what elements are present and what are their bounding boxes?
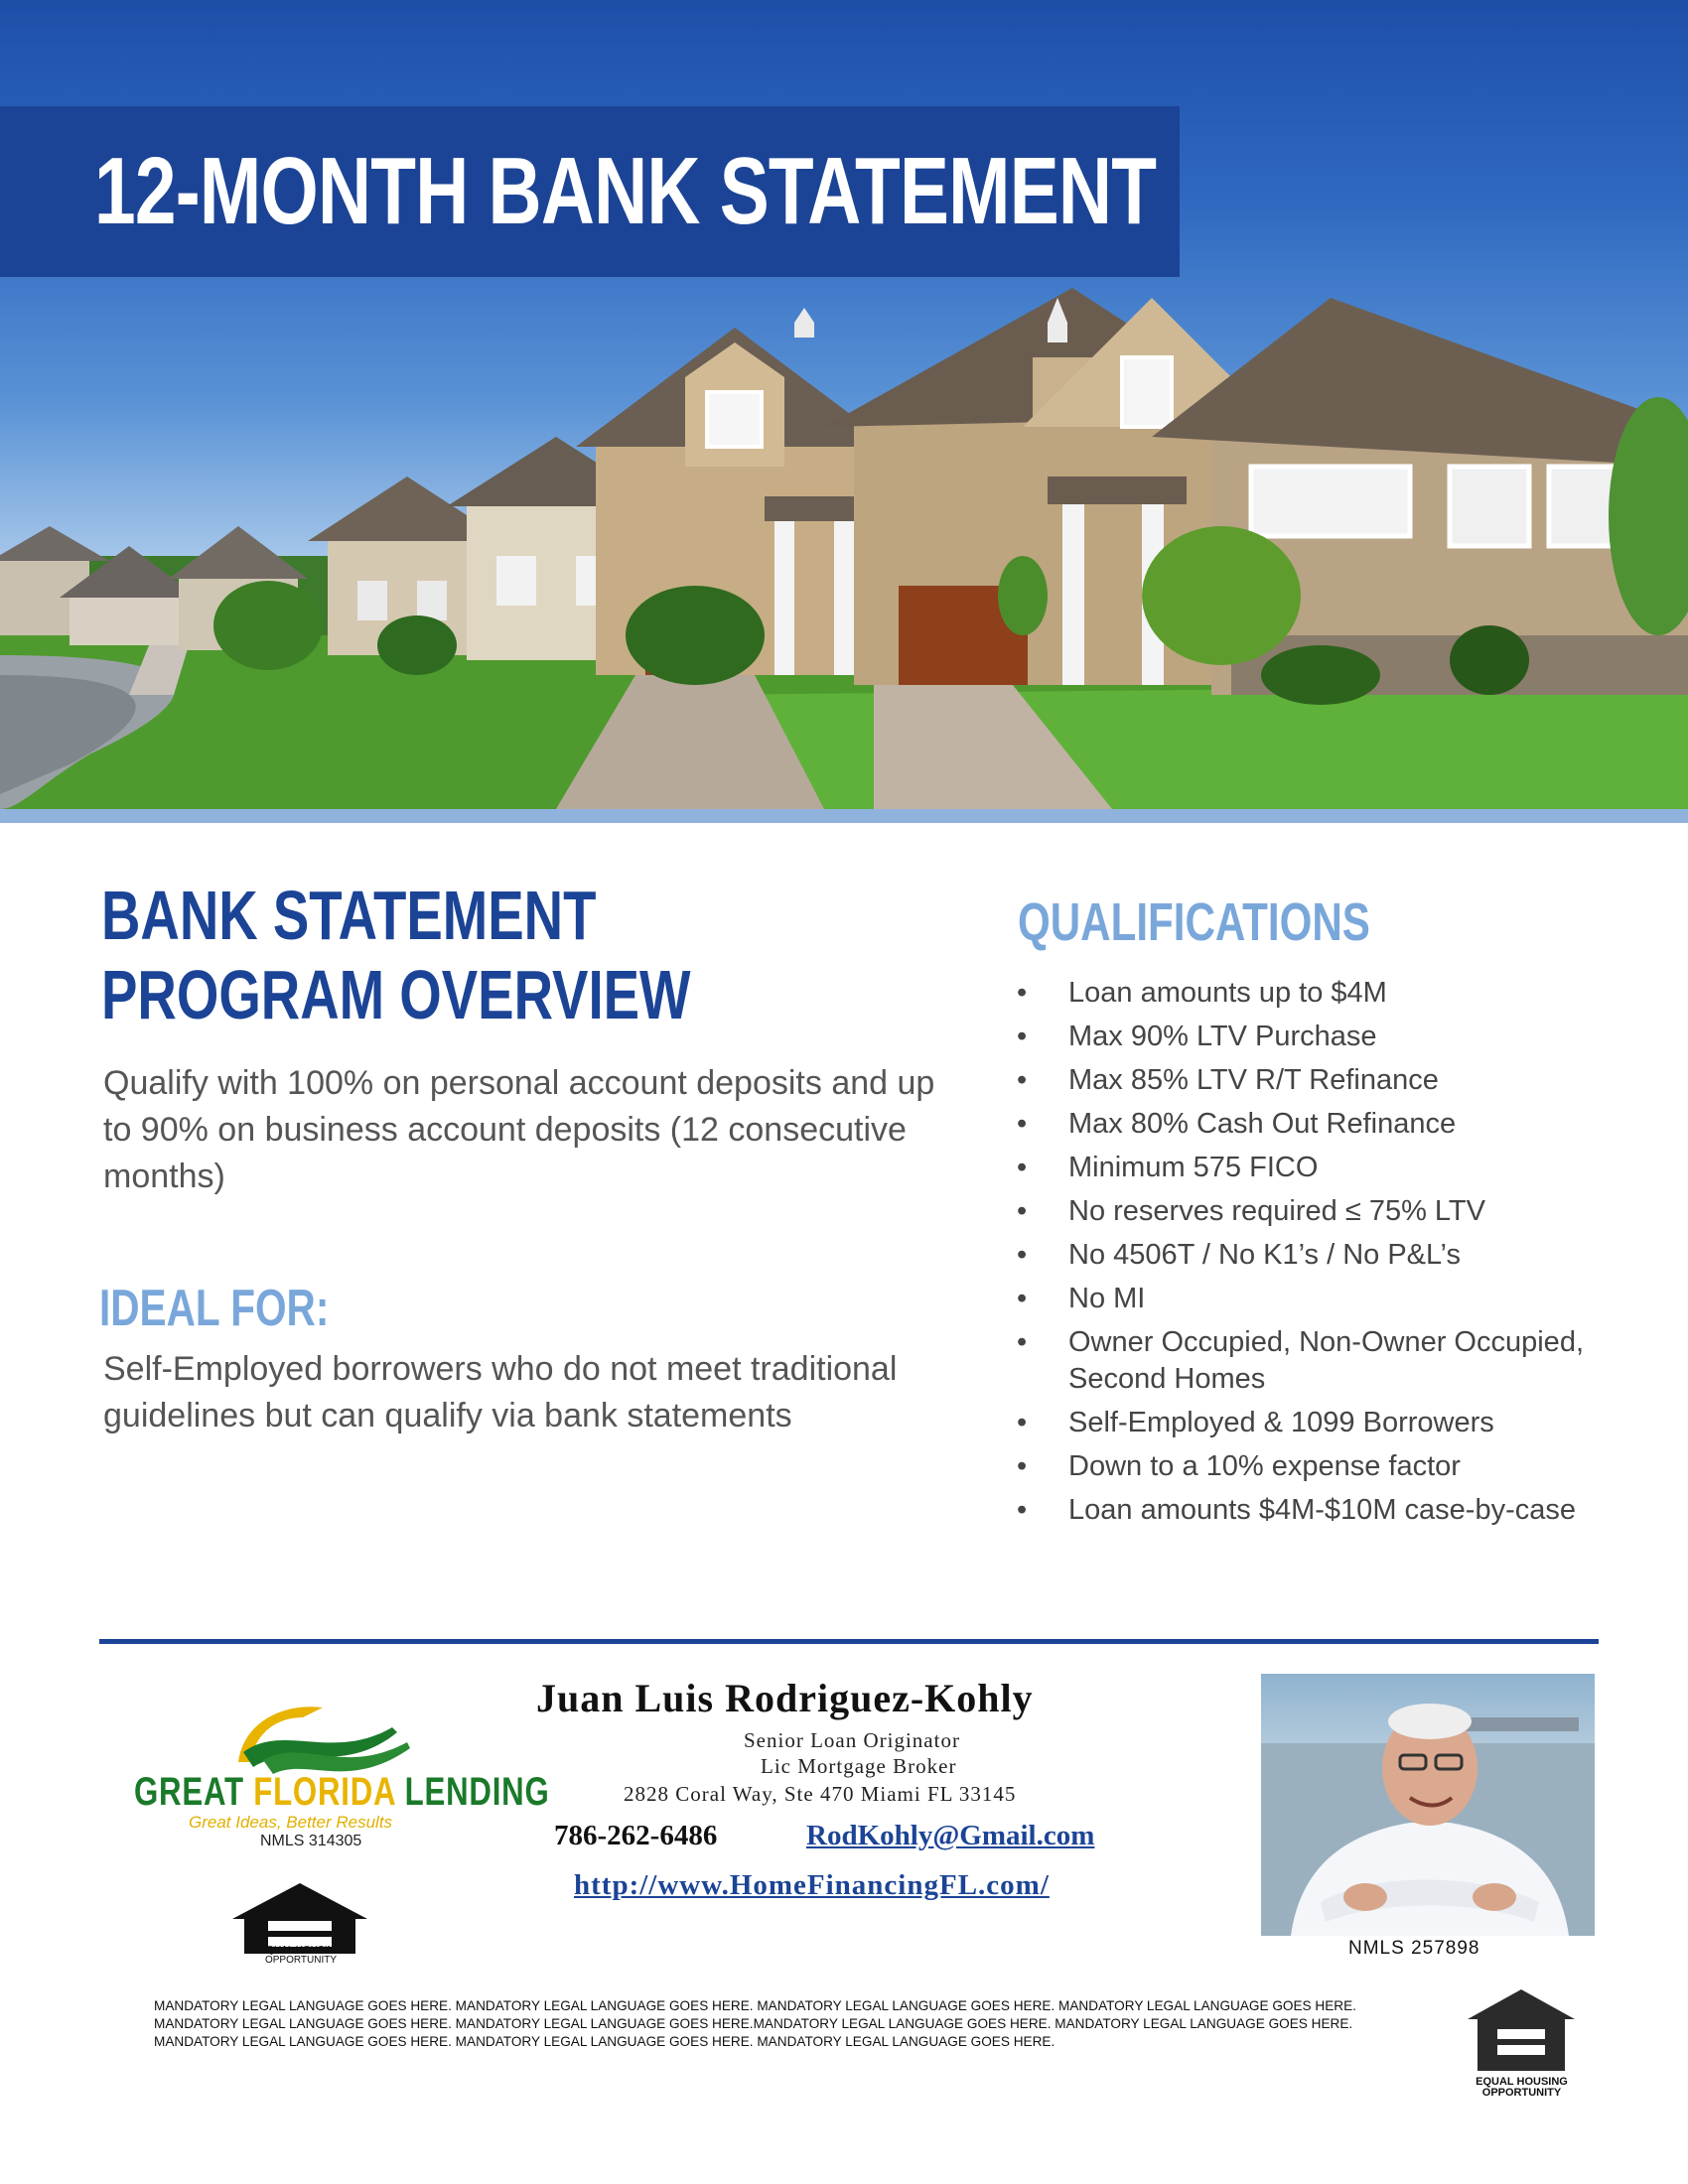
qualifications-heading: QUALIFICATIONS [1018,892,1370,952]
overview-description: Qualify with 100% on personal account deposits and up to 90% on business account deposits (12 consecutive months) [103,1064,935,1195]
list-item: • Down to a 10% expense factor [1015,1448,1650,1485]
bullet-icon: • [1017,1239,1028,1271]
bullet-icon: • [1017,1407,1028,1438]
hero-divider-strip [0,809,1688,823]
agent-website-link[interactable]: http://www.HomeFinancingFL.com/ [574,1869,1050,1901]
agent-phone[interactable]: 786-262-6486 [554,1820,718,1851]
bullet-icon: • [1017,1108,1028,1140]
footer-divider [99,1639,1599,1644]
bullet-icon: • [1017,1021,1028,1052]
overview-heading-line1: BANK STATEMENT [101,877,597,954]
ideal-for-description: Self-Employed borrowers who do not meet traditional guidelines but can qualify via bank statements [103,1350,898,1434]
agent-title: Senior Loan Originator [744,1728,960,1752]
list-item: • Max 80% Cash Out Refinance [1015,1106,1650,1143]
page-title: 12-MONTH BANK STATEMENT [94,138,1157,244]
agent-license: Lic Mortgage Broker [761,1754,957,1778]
bullet-icon: • [1017,1195,1028,1227]
equal-housing-caption: EQUAL HOUSING OPPORTUNITY [1476,2076,1568,2099]
list-item: • Loan amounts up to $4M [1015,975,1650,1012]
bullet-icon: • [1017,977,1028,1009]
overview-heading-line2: PROGRAM OVERVIEW [101,956,691,1033]
list-item: • Loan amounts $4M-$10M case-by-case [1015,1492,1650,1529]
list-item: • Self-Employed & 1099 Borrowers [1015,1405,1650,1441]
bullet-icon: • [1017,1064,1028,1096]
bullet-icon: • [1017,1283,1028,1314]
legal-disclaimer: MANDATORY LEGAL LANGUAGE GOES HERE. MANDATORY LEGAL LANGUAGE GOES HERE. MANDATORY LEGAL LANGUAGE GOES HERE. MANDATORY LEGAL LANGUAGE GOES HERE. MANDATORY LEGAL LANGUAGE GOES HERE. MANDATORY LEGAL LANGUAGE GOES HERE.MANDATORY LEGAL LANGUAGE GOES HERE. MANDATORY LEGAL LANGUAGE GOES HERE. MANDATORY LEGAL LANGUAGE GOES HERE. MANDATORY LEGAL LANGUAGE GOES HERE. MANDATORY LEGAL LANGUAGE GOES HERE. [154,1998,1356,2049]
equal-housing-caption: EQUAL HOUSING OPPORTUNITY [259,1945,343,1966]
bullet-icon: • [1017,1450,1028,1482]
agent-nmls: NMLS 257898 [1348,1938,1480,1959]
list-item: • No reserves required ≤ 75% LTV [1015,1193,1650,1230]
company-nmls: NMLS 314305 [260,1833,362,1849]
list-item: • No MI [1015,1281,1650,1317]
agent-name: Juan Luis Rodriguez-Kohly [536,1676,1034,1720]
bullet-icon: • [1017,1326,1028,1358]
agent-email-link[interactable]: RodKohly@Gmail.com [806,1820,1095,1851]
list-item: • Owner Occupied, Non-Owner Occupied, Second Homes [1017,1326,1584,1395]
ideal-for-heading: IDEAL FOR: [99,1280,330,1337]
list-item: • Minimum 575 FICO [1015,1150,1650,1186]
agent-address: 2828 Coral Way, Ste 470 Miami FL 33145 [624,1782,1017,1806]
company-logo-wordmark: GREAT FLORIDA LENDING [134,1770,550,1814]
bullet-icon: • [1017,1494,1028,1526]
company-tagline: Great Ideas, Better Results [189,1813,393,1832]
list-item: • No 4506T / No K1’s / No P&L’s [1015,1237,1650,1274]
list-item: • Max 85% LTV R/T Refinance [1015,1062,1650,1099]
equal-housing-icon [1465,1985,1579,2075]
list-item: • Max 90% LTV Purchase [1015,1019,1650,1055]
qualifications-list [1015,975,1650,1536]
bullet-icon: • [1017,1152,1028,1183]
overview-heading [101,876,691,1034]
agent-photo [1261,1674,1595,1936]
agent-portrait-icon [1261,1674,1595,1936]
